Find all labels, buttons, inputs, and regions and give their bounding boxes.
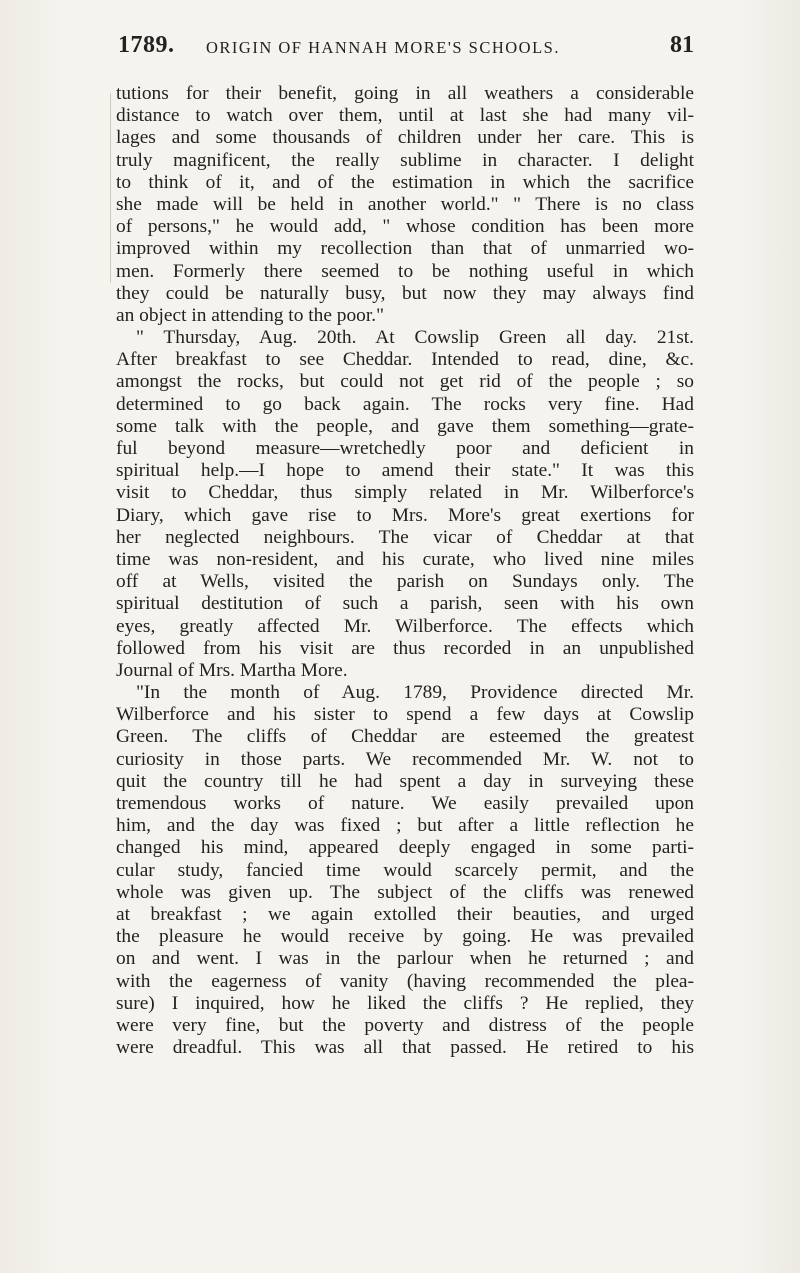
text-line: were dreadful. This was all that passed. He retired to his bbox=[116, 1037, 694, 1059]
text-line: cular study, fancied time would scarcely permit, and the bbox=[116, 859, 694, 881]
running-head bbox=[118, 28, 694, 64]
text-line: truly magnificent, the really sublime in character. I delight bbox=[116, 149, 694, 171]
text-line: " Thursday, Aug. 20th. At Cowslip Green all day. 21st. bbox=[136, 327, 694, 349]
text-line: an object in attending to the poor." bbox=[116, 304, 385, 326]
text-line: on and went. I was in the parlour when he returned ; and bbox=[116, 948, 694, 970]
text-line: eyes, greatly affected Mr. Wilberforce. The effects which bbox=[116, 615, 694, 637]
text-line: amongst the rocks, but could not get rid of the people ; so bbox=[116, 371, 694, 393]
text-line: the pleasure he would receive by going. He was prevailed bbox=[116, 926, 694, 948]
text-line: After breakfast to see Cheddar. Intended to read, dine, &c. bbox=[116, 349, 694, 371]
text-line: visit to Cheddar, thus simply related in Mr. Wilberforce's bbox=[116, 482, 694, 504]
page-number: 81 bbox=[670, 32, 694, 58]
text-line: ful beyond measure—wretchedly poor and deficient in bbox=[116, 438, 694, 459]
text-line: lages and some thousands of children under her care. This is bbox=[116, 127, 694, 149]
text-line: whole was given up. The subject of the cliffs was renewed bbox=[116, 881, 694, 903]
text-line: determined to go back again. The rocks very fine. Had bbox=[116, 393, 694, 415]
text-line: spiritual destitution of such a parish, seen with his own bbox=[116, 593, 694, 615]
text-line: men. Formerly there seemed to be nothing useful in which bbox=[116, 260, 694, 282]
text-line: Green. The cliffs of Cheddar are esteemed the greatest bbox=[116, 726, 694, 748]
text-line: changed his mind, appeared deeply engaged in some parti- bbox=[116, 837, 694, 859]
text-line: she made will be held in another world." " There is no class bbox=[116, 193, 694, 215]
running-head-title: ORIGIN OF HANNAH MORE'S SCHOOLS. bbox=[206, 38, 560, 57]
margin-rule bbox=[110, 93, 111, 283]
body-text bbox=[116, 83, 694, 1059]
text-line: followed from his visit are thus recorded in an unpublished bbox=[116, 637, 694, 659]
text-line: off at Wells, visited the parish on Sundays only. The bbox=[116, 571, 694, 593]
text-line: "In the month of Aug. 1789, Providence directed Mr. bbox=[136, 682, 694, 704]
text-line: him, and the day was fixed ; but after a little reflection he bbox=[116, 815, 694, 837]
text-line: sure) I inquired, how he liked the cliffs ? He replied, they bbox=[116, 992, 694, 1014]
text-line: distance to watch over them, until at last she had many vil- bbox=[116, 105, 694, 127]
text-line: Diary, which gave rise to Mrs. More's great exertions for bbox=[116, 504, 694, 526]
text-line: quit the country till he had spent a day in surveying these bbox=[116, 770, 694, 792]
text-line: of persons," he would add, " whose condition has been more bbox=[116, 216, 694, 238]
text-line: improved within my recollection than that of unmarried wo- bbox=[116, 238, 694, 260]
text-line: Journal of Mrs. Martha More. bbox=[116, 659, 348, 681]
text-line: some talk with the people, and gave them something—grate- bbox=[116, 415, 694, 437]
text-line: tremendous works of nature. We easily prevailed upon bbox=[116, 793, 694, 814]
text-line: time was non-resident, and his curate, who lived nine miles bbox=[116, 548, 694, 570]
text-line: spiritual help.—I hope to amend their state." It was this bbox=[116, 460, 694, 482]
text-line: tutions for their benefit, going in all weathers a considerable bbox=[116, 83, 694, 104]
text-line: with the eagerness of vanity (having recommended the plea- bbox=[116, 970, 694, 992]
text-line: curiosity in those parts. We recommended Mr. W. not to bbox=[116, 748, 694, 770]
running-head-year: 1789. bbox=[118, 32, 175, 58]
text-line: her neglected neighbours. The vicar of Cheddar at that bbox=[116, 526, 694, 548]
text-line: at breakfast ; we again extolled their beauties, and urged bbox=[116, 903, 694, 925]
text-line: to think of it, and of the estimation in which the sacrifice bbox=[116, 171, 694, 193]
text-line: they could be naturally busy, but now they may always find bbox=[116, 282, 694, 304]
text-line: Wilberforce and his sister to spend a few days at Cowslip bbox=[116, 704, 694, 726]
text-line: were very fine, but the poverty and distress of the people bbox=[116, 1014, 694, 1036]
